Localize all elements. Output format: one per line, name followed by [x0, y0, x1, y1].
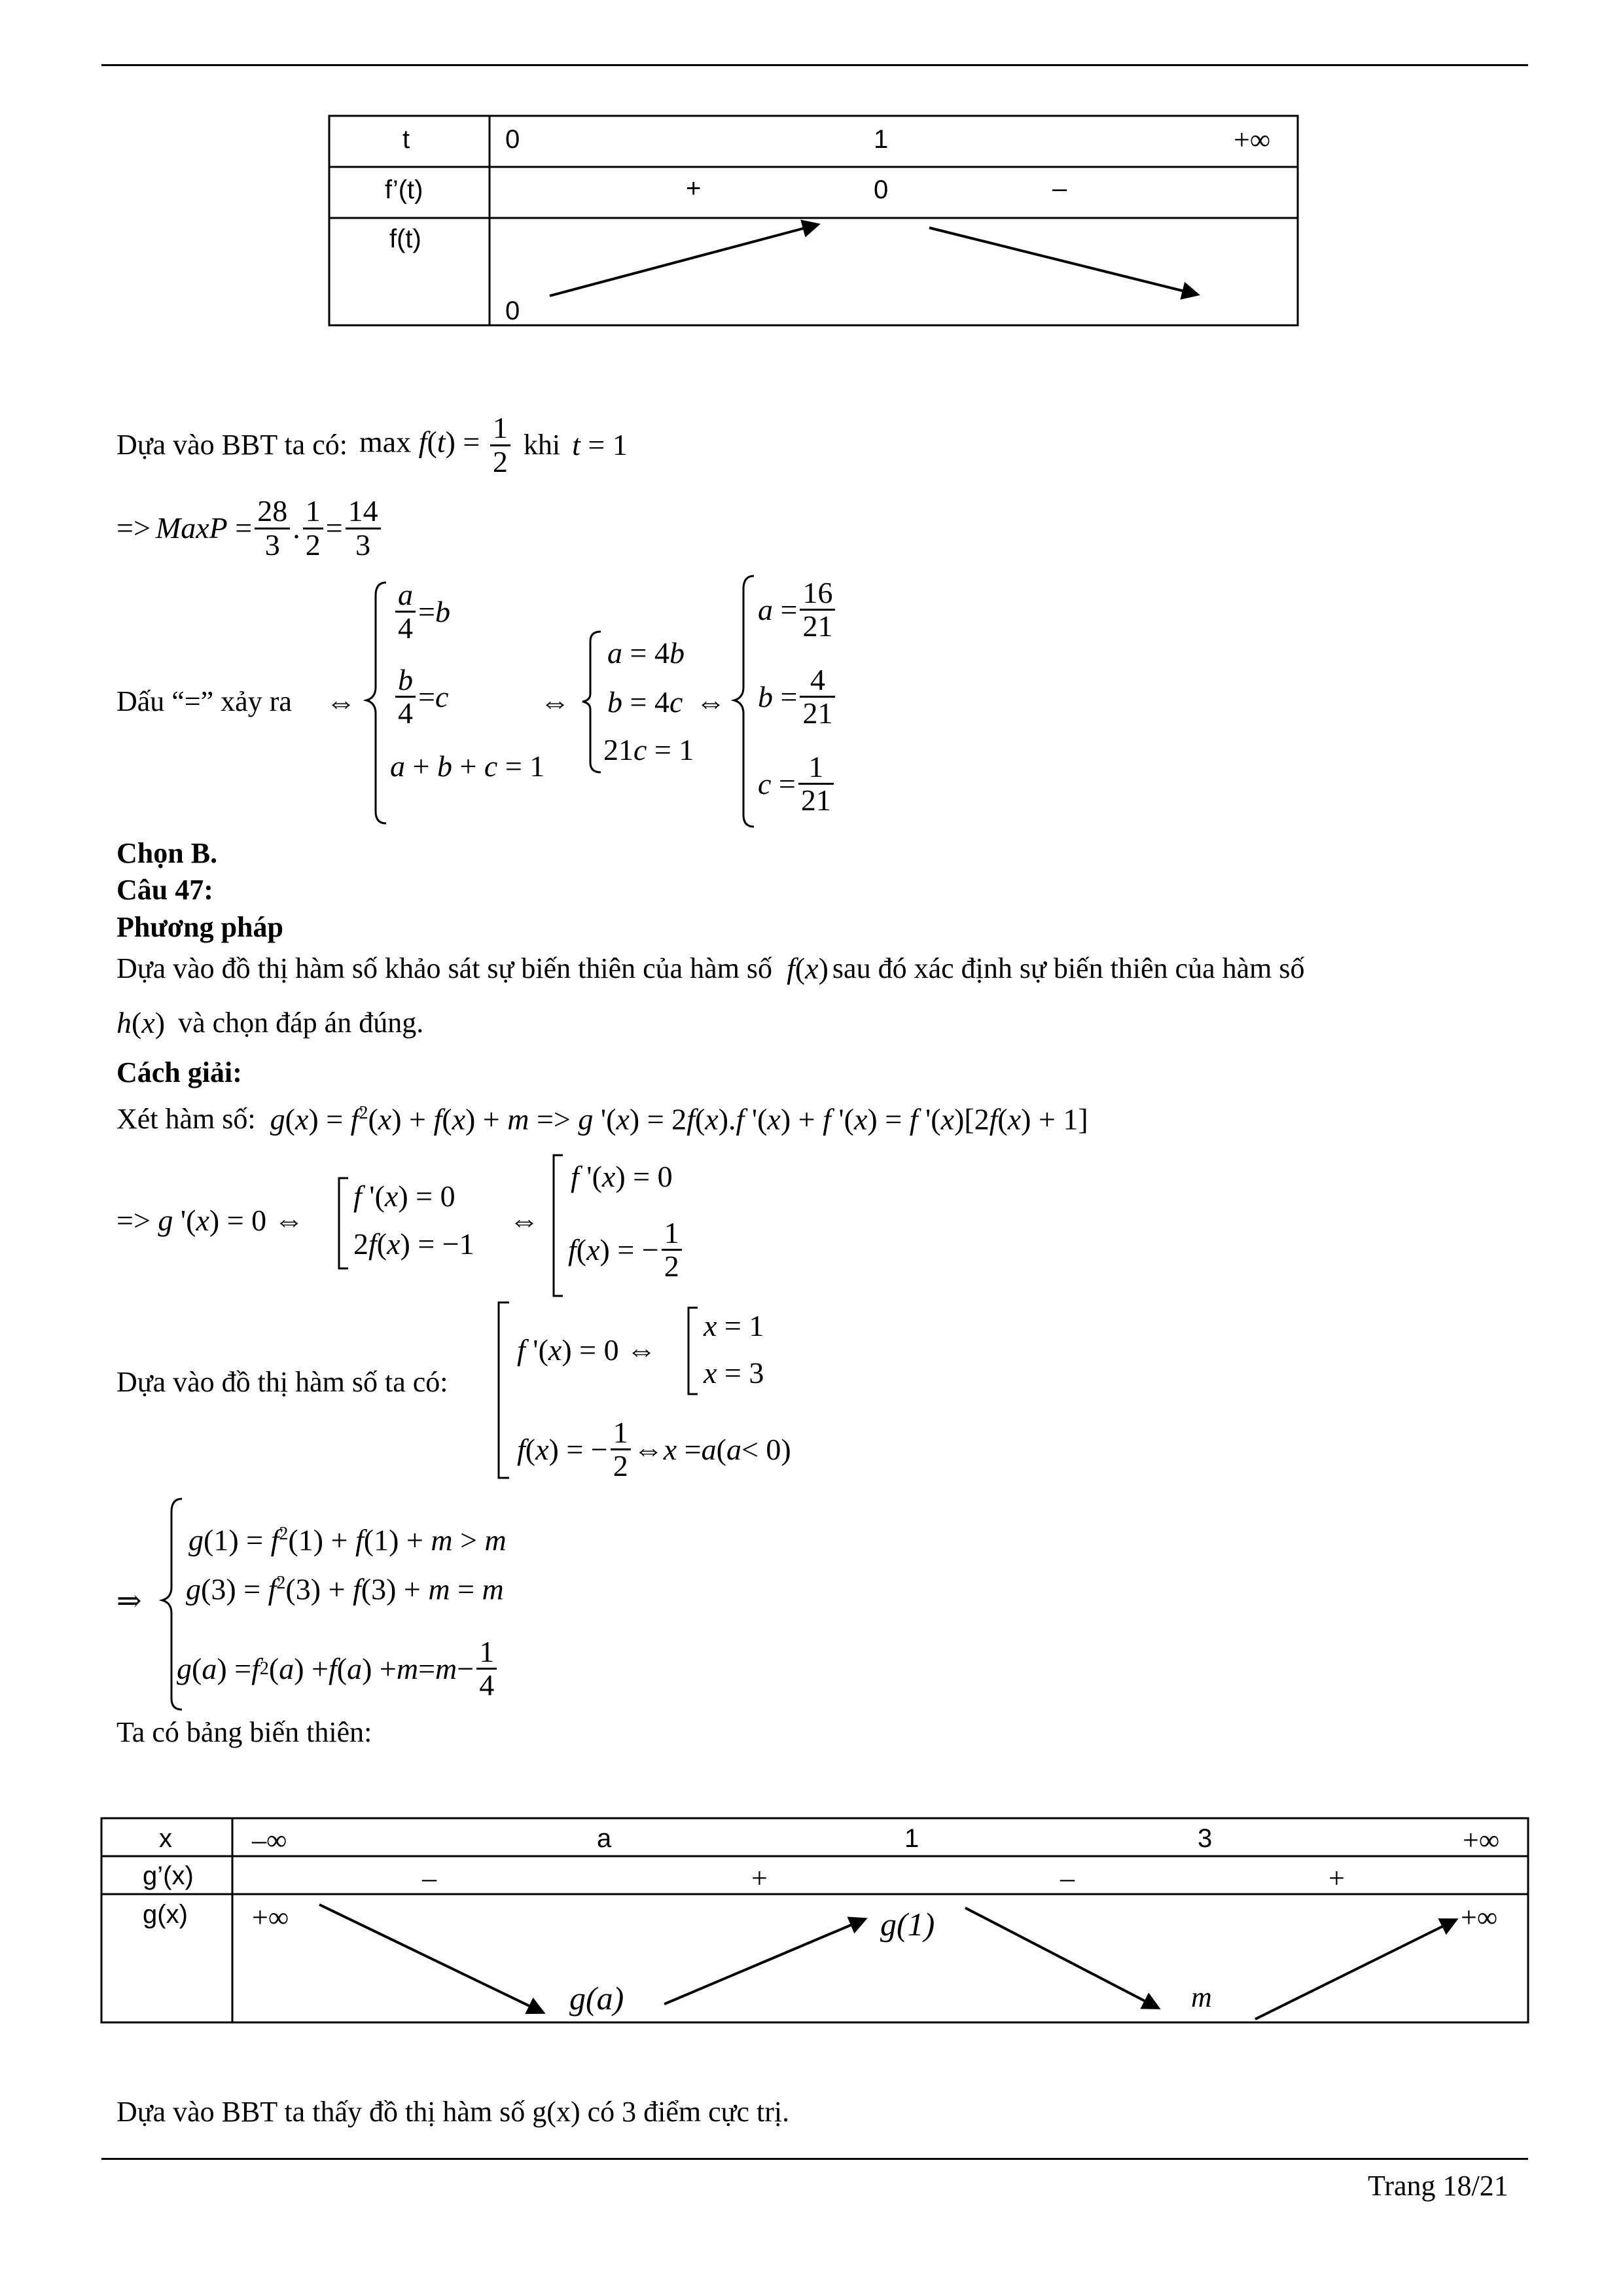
t1-f-start: 0 — [505, 296, 520, 325]
t1-row-fprime: f’(t) — [385, 175, 423, 204]
method-heading: Phương pháp — [116, 911, 283, 943]
t1-t1: 1 — [874, 125, 889, 154]
graph-reading-label: Dựa vào đồ thị hàm số ta có: — [116, 1366, 448, 1398]
maxp-formula: => MaxP = $\frac{28}{3}$ . $\frac{1}{2}$ = $\frac{14}{3}$ — [116, 492, 383, 564]
t1-sign-plus: + — [686, 174, 702, 203]
page-number: Trang 18/21 — [1368, 2170, 1508, 2202]
t2-sign-2: + — [751, 1862, 768, 1894]
t1-row-f: f(t) — [389, 224, 421, 253]
arrow-down-1 — [319, 1905, 543, 2013]
t2-sign-1: – — [422, 1862, 437, 1894]
t1-row-t: t — [402, 125, 410, 154]
t1-sign-minus: – — [1052, 174, 1067, 203]
arrow-up-1 — [664, 1919, 865, 2004]
variation-table-label: Ta có bảng biến thiên: — [116, 1716, 372, 1748]
final-conclusion: Dựa vào BBT ta thấy đồ thị hàm số g(x) có 3 điểm cực trị. — [116, 2096, 790, 2128]
t2-row-g: g(x) — [143, 1900, 188, 1929]
t2-g-end: +∞ — [1461, 1901, 1498, 1933]
choice-heading: Chọn B. — [116, 837, 218, 869]
khi-word: khi — [523, 429, 561, 461]
t2-x-neginf: –∞ — [252, 1824, 287, 1856]
derivative-line: Xét hàm số: $g(x) = f^2(x) + f(x) + m => g$ '(x) = 2f(x).f '(x) + f '(x) = f '(x)[2f(x) + 1] — [116, 1102, 1088, 1136]
arrow-up-2 — [1255, 1920, 1456, 2019]
t1-t0: 0 — [505, 125, 520, 154]
arrow-down-2 — [965, 1908, 1158, 2008]
max-ft-prefix: Dựa vào BBT ta có: — [116, 429, 348, 461]
t2-g-start: +∞ — [252, 1901, 289, 1933]
question-heading: Câu 47: — [116, 874, 213, 906]
method-line-1: Dựa vào đồ thị hàm số khảo sát sự biến thiên của hàm số f(x) sau đó xác định sự biến thiên của hàm số — [116, 952, 1305, 985]
max-ft-formula: max f(t) = $\frac{1}{2}$ — [359, 412, 513, 478]
t2-x-a: a — [597, 1824, 612, 1853]
t2-g-a: g(a) — [569, 1980, 624, 2017]
t2-x-1: 1 — [904, 1824, 919, 1853]
t2-sign-4: + — [1329, 1862, 1345, 1894]
t2-row-gprime: g’(x) — [143, 1861, 194, 1890]
t2-x-3: 3 — [1198, 1824, 1213, 1853]
t2-x-posinf: +∞ — [1463, 1824, 1500, 1856]
t1-tinf: +∞ — [1234, 124, 1271, 156]
t2-g-1: g(1) — [880, 1906, 935, 1943]
t2-row-x: x — [159, 1824, 172, 1853]
max-ft-line: Dựa vào BBT ta có: max f(t) = $\frac{1}{2}$ khi t = 1 — [116, 411, 628, 478]
t1-sign-zero: 0 — [874, 175, 889, 204]
equality-condition-label: Dấu “=” xảy ra — [116, 685, 292, 717]
solution-heading: Cách giải: — [116, 1056, 242, 1088]
t2-g-m: m — [1191, 1981, 1212, 2013]
max-word: max — [359, 425, 412, 459]
method-line-2: h(x) và chọn đáp án đúng. — [116, 1006, 424, 1039]
t2-sign-3: – — [1060, 1862, 1075, 1894]
